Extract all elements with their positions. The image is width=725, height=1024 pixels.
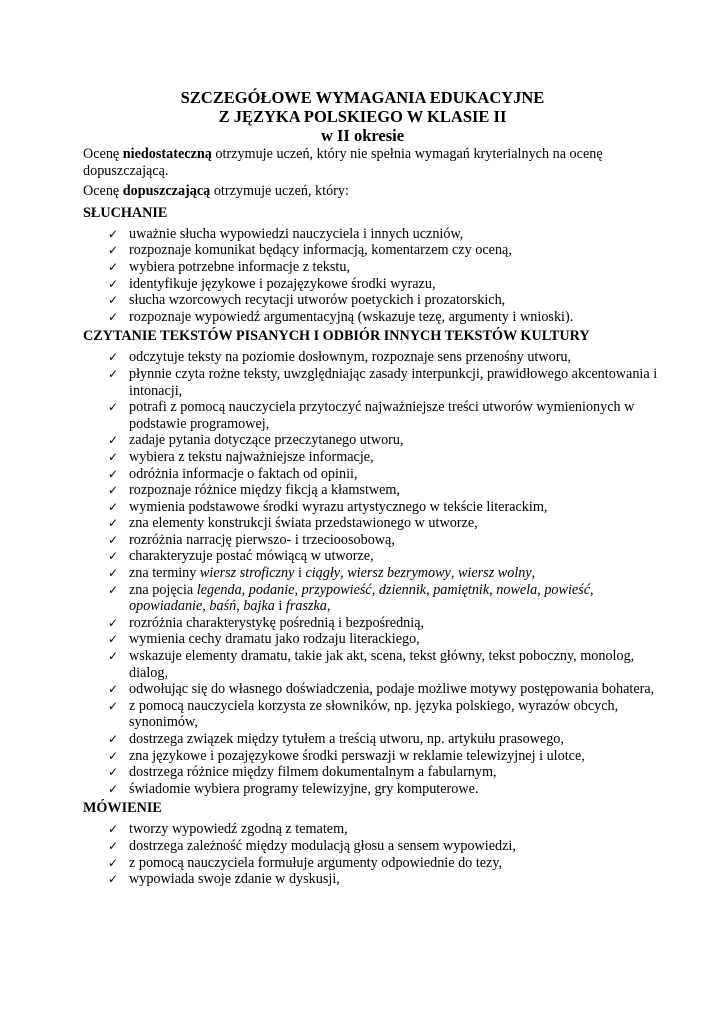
check-icon: ✓ [108,765,119,780]
item-text: , [340,565,348,582]
grade-name-bold: niedostateczną [122,146,212,162]
item-text: , [590,581,594,598]
italic-term: wiersz bezrymowy [347,565,451,582]
item-text: , [202,598,210,615]
list-item [83,855,663,872]
italic-term: ciągły [305,565,341,582]
intro-text: otrzymuje uczeń, który nie spełnia wymagań kryterialnych na ocenę dopuszczającą. [83,146,603,179]
item-text: odwołując się do własnego doświadczenia, podaje możliwe motywy postępowania bohatera, [129,681,655,698]
item-text: tworzy wypowiedź zgodną z tematem, [129,821,348,838]
item-text: rozpoznaje różnice między fikcją a kłamstwem, [129,482,401,499]
item-text: i [274,598,286,615]
section-heading-listening: SŁUCHANIE [83,204,168,221]
item-text: zna językowe i pozajęzykowe środki perswazji w reklamie telewizyjnej i ulotce, [129,747,585,764]
list-item [83,565,663,582]
italic-term: fraszka [285,598,327,615]
check-icon: ✓ [108,499,119,514]
check-icon: ✓ [108,350,119,365]
item-text: potrafi z pomocą nauczyciela przytoczyć najważniejsze treści utworów wymienionych w podstawie programowej, [129,399,635,432]
list-item [83,548,663,565]
list-item [83,615,663,632]
list-item [83,449,663,466]
check-icon: ✓ [108,748,119,763]
item-text: charakteryzuje postać mówiącą w utworze, [129,548,374,565]
item-text: rozpoznaje wypowiedź argumentacyjną (wskazuje tezę, argumenty i wnioski). [129,308,574,325]
list-item [83,366,663,399]
item-text: z pomocą nauczyciela formułuje argumenty odpowiednie do tezy, [129,854,503,871]
item-text: zna terminy [129,565,200,582]
item-text: płynnie czyta rożne teksty, uwzględniając zasady interpunkcji, prawidłowego akcentowania i intonacji, [129,365,658,399]
italic-term: wiersz wolny [457,565,532,582]
item-text: odczytuje teksty na poziomie dosłownym, rozpoznaje sens przenośny utworu, [129,349,572,366]
item-text: dostrzega różnice między filmem dokumentalnym a fabularnym, [129,764,497,781]
italic-term: podanie [248,581,295,598]
item-text: słucha wzorcowych recytacji utworów poetyckich i prozatorskich, [129,292,506,309]
list-item [83,226,663,243]
item-text: z pomocą nauczyciela korzysta ze słowników, np. języka polskiego, wyrazów obcych, synonimów, [129,697,619,731]
title-line-3: w II okresie [320,126,405,145]
checklist-listening [83,226,663,326]
document-title [0,88,725,145]
item-text: , [531,565,536,582]
item-text: dostrzega związek między tytułem a treścią utworu, np. artykułu prasowego, [129,731,564,747]
italic-term: przypowieść [301,581,372,598]
check-icon: ✓ [108,433,119,448]
document-body [83,146,663,891]
check-icon: ✓ [108,822,119,837]
check-icon: ✓ [108,682,119,697]
check-icon: ✓ [108,532,119,547]
check-icon: ✓ [108,243,119,258]
item-text: , [450,565,458,582]
check-icon: ✓ [108,309,119,324]
list-item [83,349,663,366]
check-icon: ✓ [108,615,119,630]
item-text: , [489,581,497,598]
check-icon: ✓ [108,632,119,647]
item-text: wskazuje elementy dramatu, takie jak akt, scena, tekst główny, tekst poboczny, monolog, dialog, [129,648,635,681]
item-text: wymienia cechy dramatu jako rodzaju literackiego, [129,631,420,648]
italic-term: pamiętnik [433,581,490,598]
italic-term: wiersz stroficzny [199,565,295,582]
item-text: wybiera potrzebne informacje z tekstu, [129,258,350,275]
section-heading-speaking: MÓWIENIE [83,800,162,817]
list-item [83,432,663,449]
section-heading-reading: CZYTANIE TEKSTÓW PISANYCH I ODBIÓR INNYCH TEKSTÓW KULTURY [83,328,590,345]
list-item [83,748,663,765]
check-icon: ✓ [108,276,119,291]
check-icon: ✓ [108,549,119,564]
list-item [83,466,663,483]
list-item [83,681,663,698]
italic-term: baśń [209,598,237,615]
list-item [83,292,663,309]
intro-text: Ocenę [83,146,123,162]
italic-term: bajka [243,598,275,615]
item-text: , [241,581,249,598]
intro-paragraph-passing [83,183,663,200]
intro-paragraph-failing [83,146,663,179]
italic-term: nowela [496,581,538,598]
item-text: uważnie słucha wypowiedzi nauczyciela i innych uczniów, [129,225,464,242]
item-text: świadomie wybiera programy telewizyjne, gry komputerowe. [129,780,479,797]
list-item [83,781,663,798]
item-text: , [426,581,434,598]
item-text: wypowiada swoje zdanie w dyskusji, [129,871,340,888]
list-item [83,515,663,532]
check-icon: ✓ [108,366,119,381]
item-text: zna elementy konstrukcji świata przedstawionego w utworze, [129,515,478,532]
list-item [83,499,663,516]
list-item [83,698,663,731]
item-text: rozpoznaje komunikat będący informacją, komentarzem czy oceną, [129,242,512,259]
list-item [83,399,663,432]
italic-term: legenda [196,581,242,598]
list-item [83,821,663,838]
list-item [83,482,663,499]
italic-term: opowiadanie [129,598,203,615]
item-text: rozróżnia charakterystykę pośrednią i bezpośrednią, [129,614,425,631]
list-item [83,631,663,648]
list-item [83,648,663,681]
check-icon: ✓ [108,400,119,415]
list-item [83,582,663,615]
check-icon: ✓ [108,259,119,274]
item-text: wybiera z tekstu najważniejsze informacje, [129,448,374,465]
item-text: zna pojęcia [129,581,197,598]
item-text: , [326,598,331,615]
item-text: , [236,598,244,615]
grade-name-bold: dopuszczającą [122,183,211,200]
item-text: identyfikuje językowe i pozajęzykowe środki wyrazu, [129,275,436,292]
list-item [83,764,663,781]
check-icon: ✓ [108,516,119,531]
title-line-2: Z JĘZYKA POLSKIEGO W KLASIE II [218,107,507,126]
check-icon: ✓ [108,838,119,853]
checklist-reading [83,349,663,797]
list-item [83,259,663,276]
check-icon: ✓ [108,466,119,481]
title-line-1: SZCZEGÓŁOWE WYMAGANIA EDUKACYJNE [180,88,545,107]
checklist-speaking [83,821,663,887]
list-item [83,731,663,748]
item-text: , [294,581,302,598]
item-text: wymienia podstawowe środki wyrazu artystycznego w tekście literackim, [129,498,548,515]
check-icon: ✓ [108,566,119,581]
intro-text: Ocenę [83,183,123,200]
item-text: odróżnia informacje o faktach od opinii, [129,465,358,482]
check-icon: ✓ [108,483,119,498]
check-icon: ✓ [108,449,119,464]
item-text: zadaje pytania dotyczące przeczytanego utworu, [129,432,404,449]
list-item [83,871,663,888]
item-text: dostrzega zależność między modulacją głosu a sensem wypowiedzi, [129,837,516,854]
check-icon: ✓ [108,855,119,870]
list-item [83,532,663,549]
item-text: , [537,581,545,598]
check-icon: ✓ [108,582,119,597]
italic-term: dziennik [378,581,427,598]
list-item [83,242,663,259]
check-icon: ✓ [108,781,119,796]
italic-term: powieść [544,581,591,598]
item-text: rozróżnia narrację pierwszo- i trzecioosobową, [129,531,395,548]
check-icon: ✓ [108,698,119,713]
item-text: , [371,581,379,598]
check-icon: ✓ [108,226,119,241]
list-item [83,309,663,326]
list-item [83,838,663,855]
check-icon: ✓ [108,732,119,746]
item-text: i [294,565,306,582]
check-icon: ✓ [108,872,119,887]
check-icon: ✓ [108,649,119,664]
check-icon: ✓ [108,293,119,308]
list-item [83,276,663,293]
intro-text: otrzymuje uczeń, który: [210,183,349,200]
